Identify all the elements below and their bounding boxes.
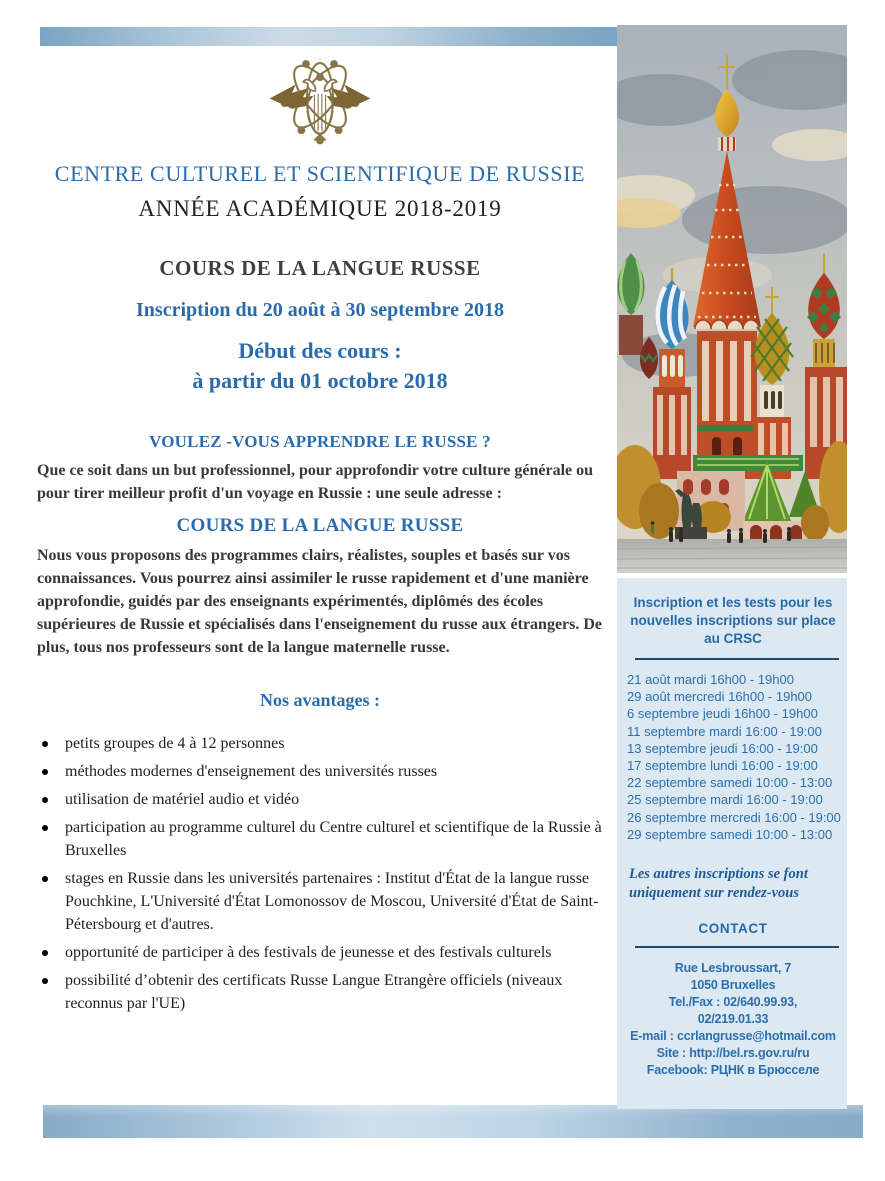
contact-block — [627, 960, 839, 1079]
course-title: COURS DE LA LANGUE RUSSE — [159, 256, 481, 280]
inscription-period: Inscription du 20 août à 30 septembre 2018 — [136, 299, 504, 321]
schedule-item: 17 septembre lundi 16:00 - 19:00 — [627, 758, 818, 774]
course-start-date: à partir du 01 octobre 2018 — [192, 368, 448, 393]
advantages-list — [37, 732, 603, 1015]
bullet-item: petits groupes de 4 à 12 personnes — [37, 732, 603, 755]
course-heading-mid: COURS DE LA LANGUE RUSSE — [176, 515, 464, 536]
info-panel — [617, 578, 847, 1109]
contact-phone-line-2: 02/219.01.33 — [697, 1012, 769, 1027]
appointment-note: Les autres inscriptions se font uniquement sur rendez-vous — [629, 866, 808, 902]
contact-facebook-line: Facebook: РЦНК в Брюсселе — [646, 1063, 820, 1078]
bullet-item: méthodes modernes d'enseignement des universités russes — [37, 760, 603, 783]
org-title: CENTRE CULTUREL ET SCIENTIFIQUE DE RUSSIE — [54, 161, 586, 186]
question-heading: VOULEZ -VOUS APPRENDRE LE RUSSE ? — [149, 432, 491, 451]
logo-container — [37, 50, 603, 148]
schedule-item: 29 septembre samedi 10:00 - 13:00 — [627, 826, 833, 842]
panel-divider — [635, 658, 839, 660]
contact-site-line: Site : http://bel.rs.gov.ru/ru — [656, 1046, 810, 1061]
academic-year-title: ANNÉE ACADÉMIQUE 2018-2019 — [138, 196, 502, 221]
intro-paragraph-2: Nous vous proposons des programmes clairs, réalistes, souples et basés sur vos connaissances. Vous pourrez ainsi assimiler le russe rapidement et d'une manière approfondie, guidés par des enseignants expérimentés, diplômés des écoles supérieures de Russie et spécialisés dans l'enseignement du russe aux étrangers. De plus, tous nos professeurs sont de la langue maternelle russe. — [37, 547, 603, 656]
bullet-item: opportunité de participer à des festivals de jeunesse et des festivals culturels — [37, 941, 603, 964]
schedule-item: 6 septembre jeudi 16h00 - 19h00 — [627, 706, 818, 722]
course-start-label: Début des cours : — [238, 338, 402, 363]
schedule-item: 13 septembre jeudi 16:00 - 19:00 — [627, 740, 818, 756]
schedule-item: 22 septembre samedi 10:00 - 13:00 — [627, 775, 833, 791]
schedule-item: 25 septembre mardi 16:00 - 19:00 — [627, 792, 823, 808]
emblem-wings — [270, 85, 371, 109]
schedule-item: 11 septembre mardi 16:00 - 19:00 — [627, 723, 822, 739]
contact-divider — [635, 946, 839, 948]
red-square-photo — [617, 25, 847, 573]
schedule-item: 29 août mercredi 16h00 - 19h00 — [627, 689, 813, 705]
schedule-item: 21 août mardi 16h00 - 19h00 — [627, 672, 794, 687]
schedule-list — [627, 671, 839, 843]
bullet-item: participation au programme culturel du Centre culturel et scientifique de la Russie à Bruxelles — [37, 816, 603, 862]
top-accent-bar — [40, 27, 617, 46]
bottom-accent-bar — [43, 1105, 863, 1138]
bullet-item: stages en Russie dans les universités partenaires : Institut d'État de la langue russe Pouchkine, L'Université d'État Lomonossov de Moscou, Université d'État de Saint-Pétersbourg et d'autres. — [37, 867, 603, 936]
advantages-heading: Nos avantages : — [260, 690, 380, 710]
panel-heading: Inscription et les tests pour les nouvelles inscriptions sur place au CRSC — [630, 595, 836, 646]
contact-phone-line: Tel./Fax : 02/640.99.93, — [668, 995, 798, 1010]
contact-city-line: 1050 Bruxelles — [690, 978, 776, 993]
contact-address-line: Rue Lesbroussart, 7 — [674, 961, 792, 976]
schedule-item: 26 septembre mercredi 16:00 - 19:00 — [627, 809, 841, 825]
contact-heading: CONTACT — [698, 921, 768, 937]
intro-paragraph-1: Que ce soit dans un but professionnel, pour approfondir votre culture générale ou pour tirer meilleur profit d'un voyage en Russie : une seule adresse : — [37, 462, 594, 502]
eagle-emblem-logo — [264, 50, 376, 147]
contact-email-line: E-mail : ccrlangrusse@hotmail.com — [630, 1029, 836, 1044]
main-content — [37, 50, 603, 1020]
sidebar — [617, 25, 847, 1109]
bullet-item: utilisation de matériel audio et vidéo — [37, 788, 603, 811]
bullet-item: possibilité d’obtenir des certificats Russe Langue Etrangère officiels (niveaux reconnus par l'UE) — [37, 969, 603, 1015]
